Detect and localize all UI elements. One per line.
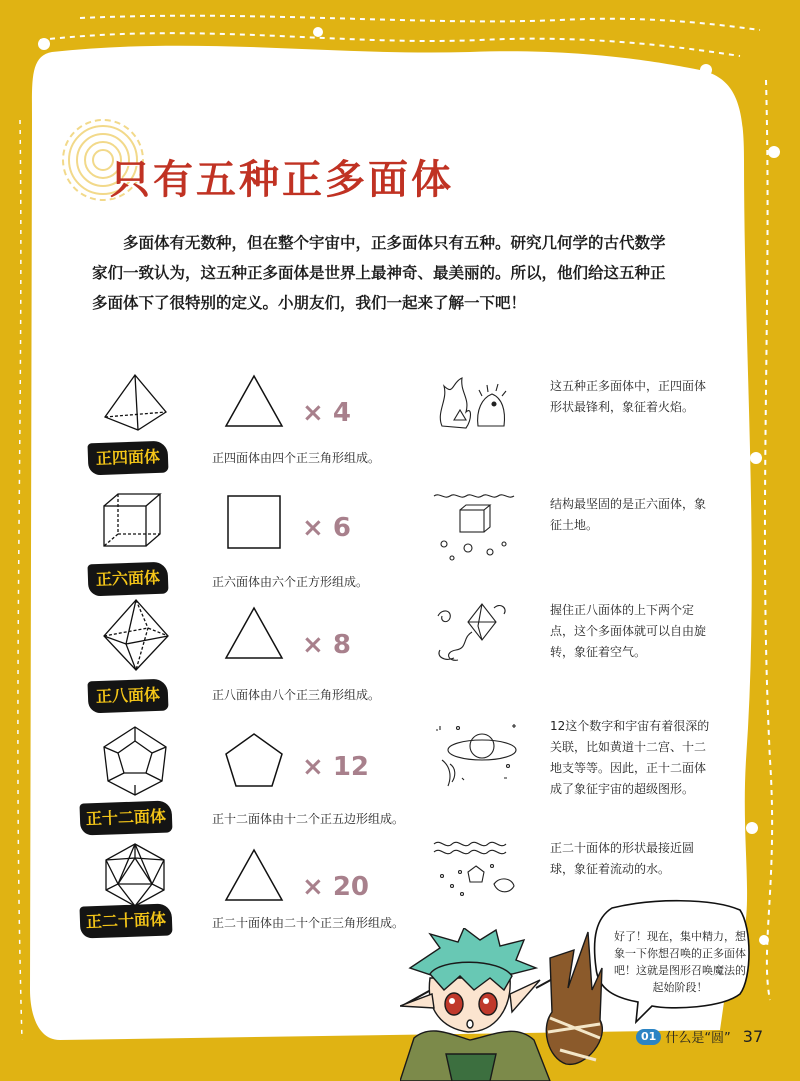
face-multiplier: × 6 [302, 513, 351, 543]
solid-name-badge: 正八面体 [87, 679, 168, 714]
solid-caption: 正六面体由六个正方形组成。 [212, 575, 369, 589]
pentagon-face-icon [222, 730, 286, 790]
water-sketch-icon [432, 836, 522, 902]
face-multiplier: × 4 [302, 398, 351, 428]
earth-sketch-icon [432, 490, 518, 566]
triangle-face-icon [222, 846, 286, 904]
face-multiplier: × 8 [302, 630, 351, 660]
face-multiplier: × 20 [302, 872, 370, 902]
solid-description: 结构最坚固的是正六面体，象征土地。 [550, 497, 707, 532]
character-illustration [400, 928, 730, 1081]
fire-sketch-icon [432, 376, 512, 436]
solid-description: 握住正八面体的上下两个定点，这个多面体就可以自由旋转，象征着空气。 [550, 603, 707, 659]
solid-caption: 正二十面体由二十个正三角形组成。 [212, 916, 405, 930]
solid-name-badge: 正二十面体 [79, 903, 172, 938]
solid-name-badge: 正四面体 [87, 441, 168, 476]
solid-caption: 正八面体由八个正三角形组成。 [212, 688, 381, 702]
universe-sketch-icon [432, 720, 520, 792]
solid-description: 12这个数字和宇宙有着很深的关联，比如黄道十二宫、十二地支等等。因此，正十二面体成了象征宇宙的超级图形。 [550, 719, 710, 796]
icosahedron-icon [100, 842, 170, 908]
intro-paragraph: 多面体有无数种，但在整个宇宙中，正多面体只有五种。研究几何学的古代数学家们一致认为，这五种正多面体是世界上最神奇、最美丽的。所以，他们给这五种正多面体下了很特别的定义。小朋友们，我们一起来了解一下吧！ [92, 234, 666, 312]
speech-text: 好了！现在，集中精力，想象一下你想召唤的正多面体吧！这就是图形召唤魔法的起始阶段！ [614, 930, 746, 994]
page-title: 只有五种正多面体 [110, 157, 454, 203]
page-number: 37 [742, 1027, 764, 1046]
tetrahedron-icon [100, 372, 170, 434]
dodecahedron-icon [100, 725, 170, 797]
octahedron-icon [100, 598, 172, 672]
solid-description: 正二十面体的形状最接近圆球，象征着流动的水。 [550, 841, 695, 876]
solid-caption: 正十二面体由十二个正五边形组成。 [212, 812, 405, 826]
air-sketch-icon [432, 600, 512, 672]
chapter-title: 什么是“圆” [665, 1031, 731, 1046]
chapter-badge: 01 [636, 1029, 661, 1045]
solid-caption: 正四面体由四个正三角形组成。 [212, 451, 381, 465]
solid-name-badge: 正六面体 [87, 562, 168, 597]
solid-description: 这五种正多面体中，正四面体形状最锋利，象征着火焰。 [550, 379, 707, 414]
solid-name-badge: 正十二面体 [79, 800, 172, 835]
cube-icon [100, 490, 164, 550]
face-multiplier: × 12 [302, 752, 370, 782]
square-face-icon [222, 494, 282, 550]
triangle-face-icon [222, 604, 286, 662]
page-footer [636, 1027, 763, 1046]
triangle-face-icon [222, 372, 286, 430]
